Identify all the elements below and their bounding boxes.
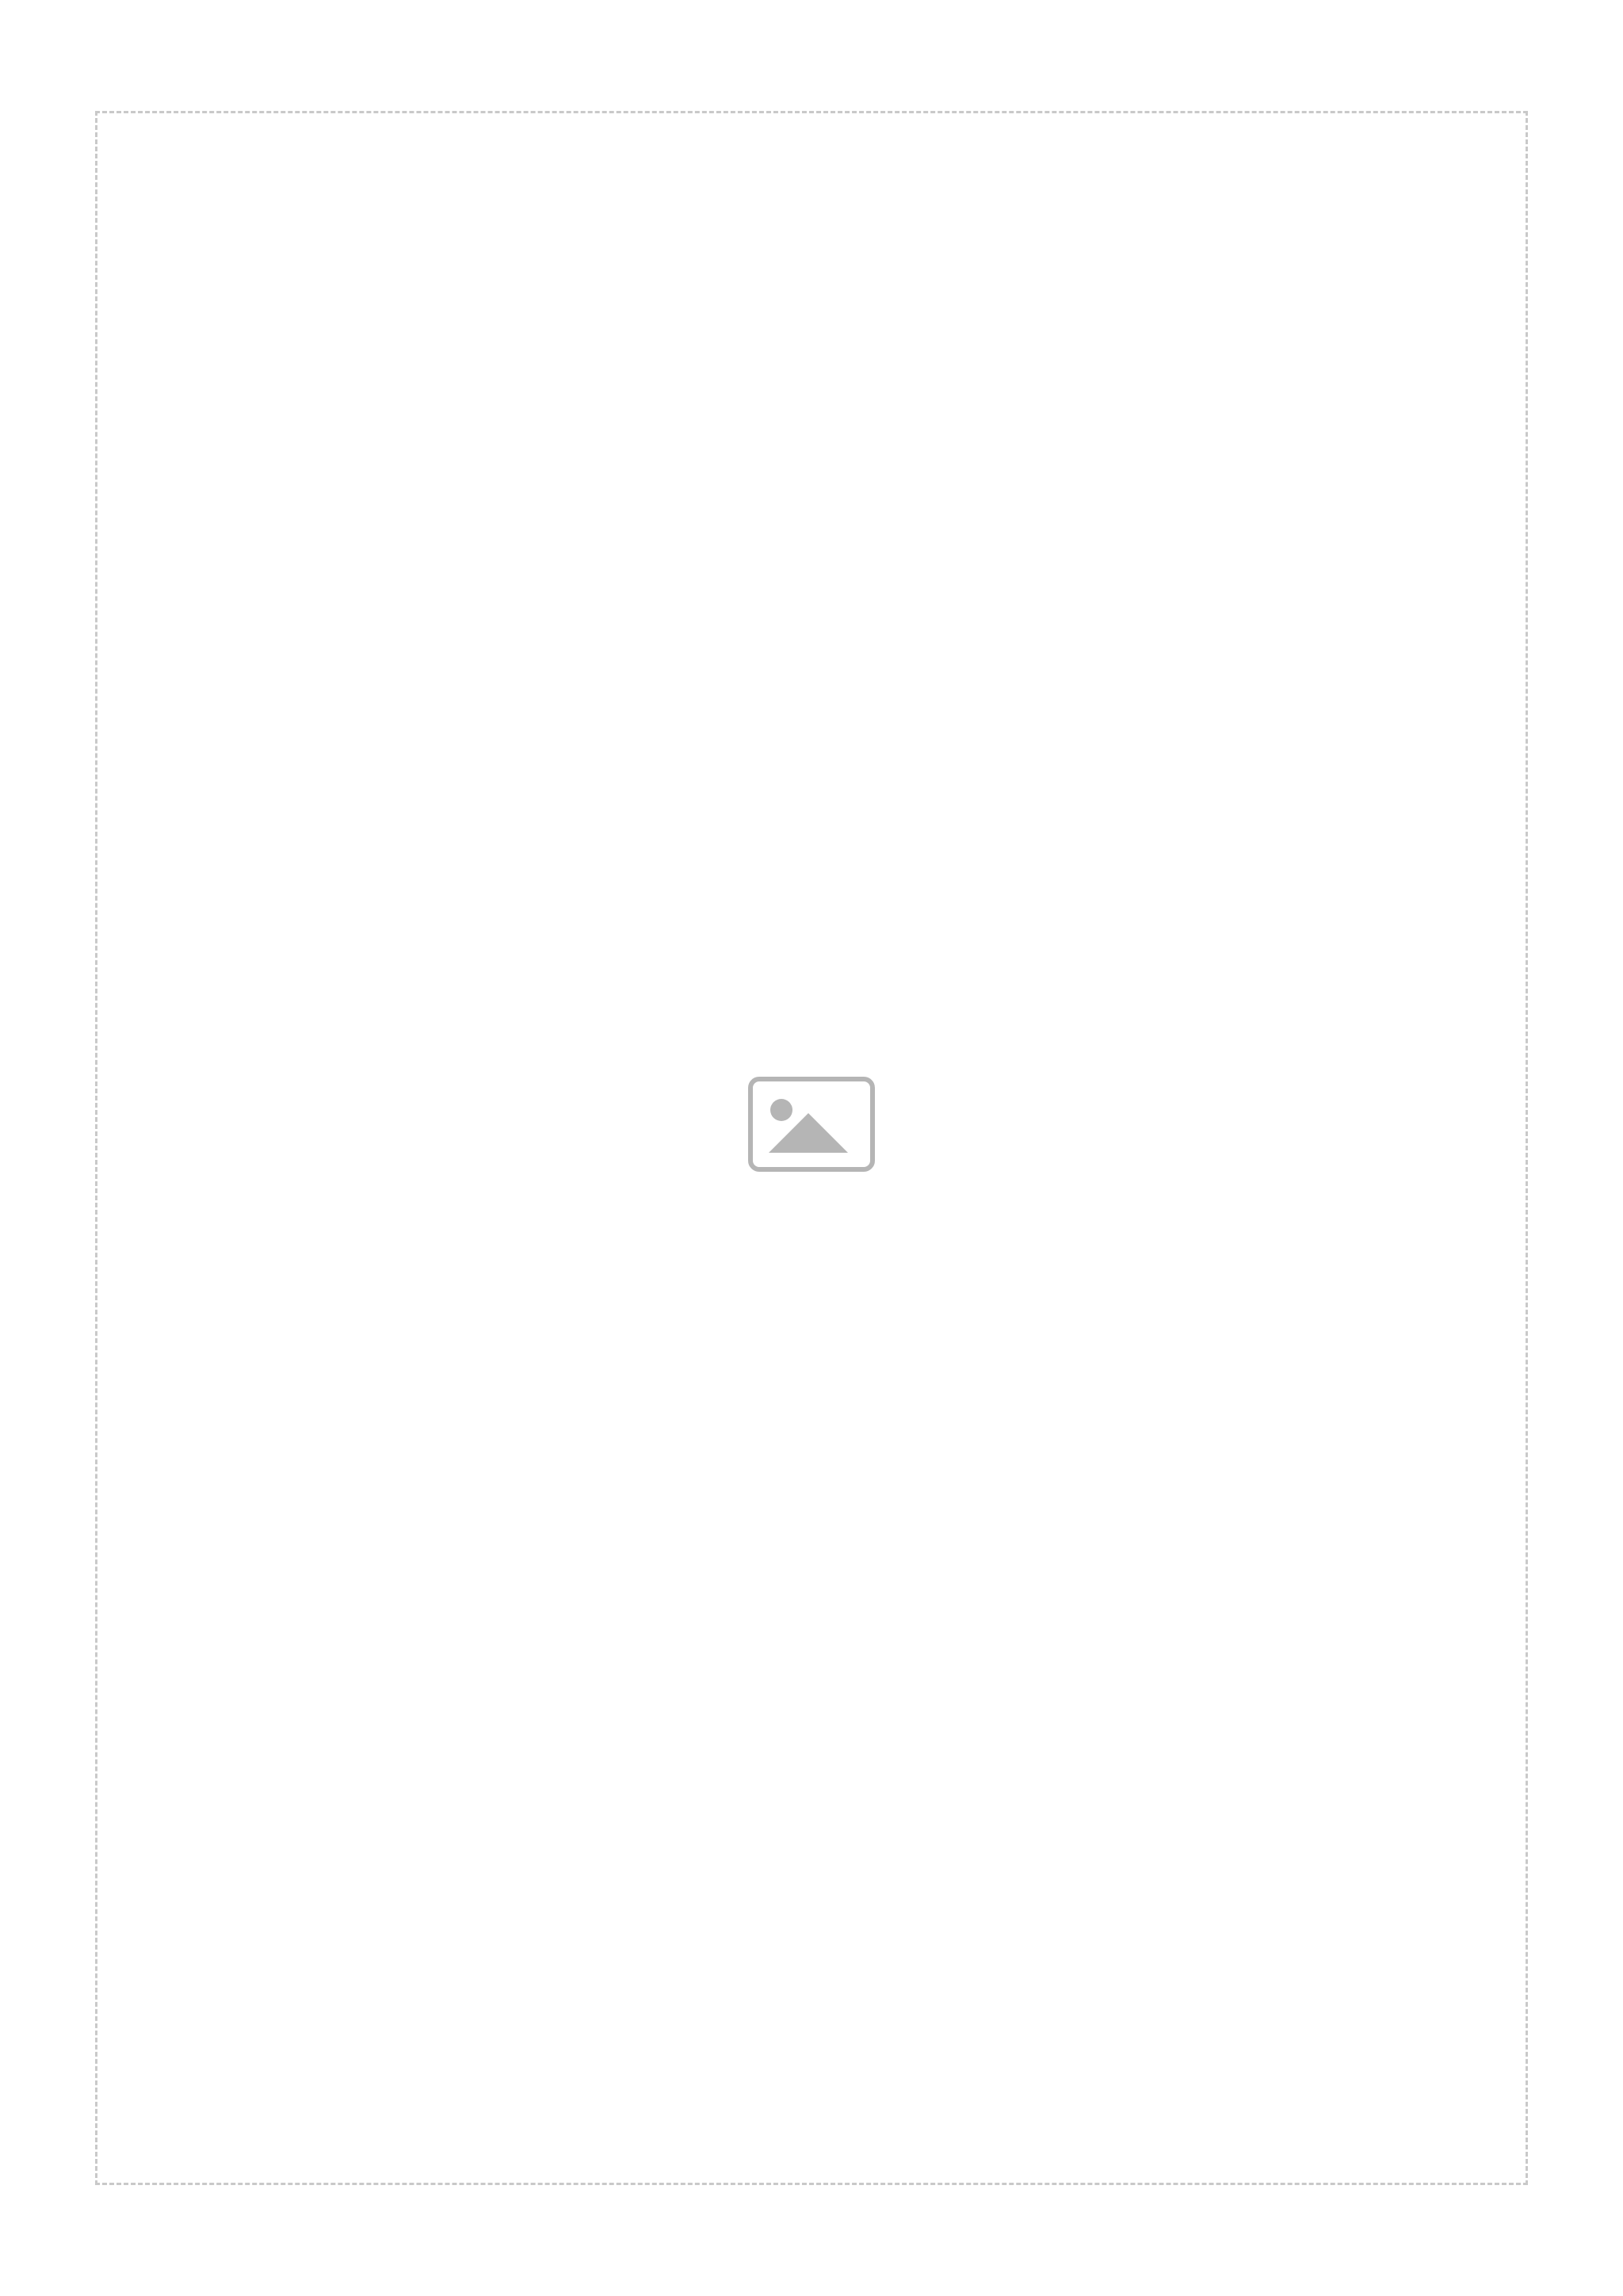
image-missing-icon — [748, 1077, 875, 1172]
placeholder-frame — [95, 111, 1528, 2185]
